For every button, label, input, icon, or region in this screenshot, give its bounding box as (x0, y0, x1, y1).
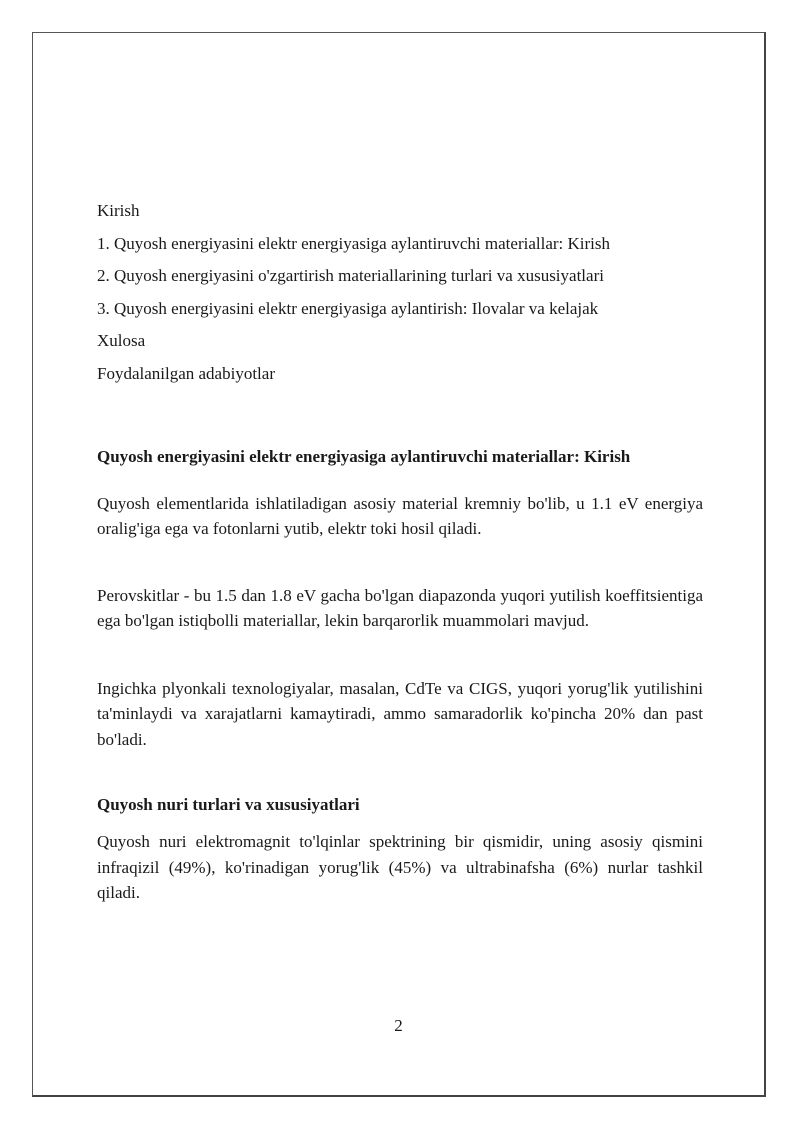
document-page (32, 32, 766, 1097)
toc-item-conclusion: Xulosa (97, 331, 146, 350)
toc-item-1: 1. Quyosh energiyasini elektr energiyasiga aylantiruvchi materiallar: Kirish (97, 233, 610, 253)
toc-item-intro: Kirish (97, 201, 140, 220)
toc-item-2: 2. Quyosh energiyasini o'zgartirish materiallarining turlari va xususiyatlari (97, 266, 604, 285)
paragraph-sunlight: Quyosh nuri elektromagnit to'lqinlar spektrining bir qismidir, uning asosiy qismini infraqizil (49%), ko'rinadigan yorug'lik (45%) va ultrabinafsha (6%) nurlar tashkil qiladi. (97, 832, 703, 902)
toc-item-references: Foydalanilgan adabiyotlar (97, 363, 275, 383)
section-heading-sunlight: Quyosh nuri turlari va xususiyatlari (97, 795, 360, 814)
table-of-contents (97, 200, 703, 385)
page-number: 2 (394, 1016, 403, 1035)
paragraph-perovskites: Perovskitlar - bu 1.5 dan 1.8 eV gacha bo'lgan diapazonda yuqori yutilish koeffitsientiga ega bo'lgan istiqbolli materiallar, lekin barqarorlik muammolari mavjud. (97, 585, 703, 630)
toc-item-3: 3. Quyosh energiyasini elektr energiyasiga aylantirish: Ilovalar va kelajak (97, 298, 599, 318)
paragraph-silicon: Quyosh elementlarida ishlatiladigan asosiy material kremniy bo'lib, u 1.1 eV energiya oralig'iga ega va fotonlarni yutib, elektr toki hosil qiladi. (97, 493, 703, 538)
page-content (97, 200, 703, 906)
section-heading-materials: Quyosh energiyasini elektr energiyasiga aylantiruvchi materiallar: Kirish (97, 446, 631, 466)
paragraph-thin-film: Ingichka plyonkali texnologiyalar, masalan, CdTe va CIGS, yuqori yorug'lik yutilishini ta'minlaydi va xarajatlarni kamaytiradi, ammo samaradorlik ko'pincha 20% dan past bo'ladi. (97, 678, 703, 749)
